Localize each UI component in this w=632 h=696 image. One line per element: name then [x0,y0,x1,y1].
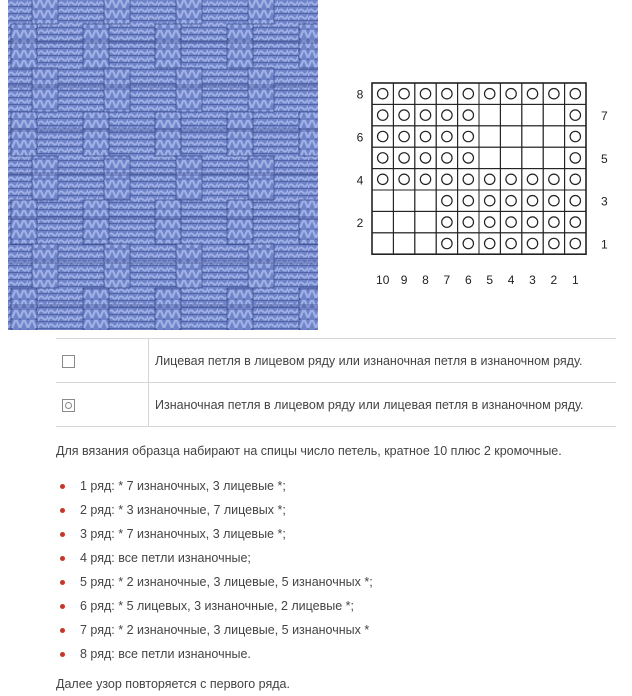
knitting-chart [340,80,632,295]
list-item: 7 ряд: * 2 изнаночные, 3 лицевые, 5 изнаночных * [56,618,373,642]
column-label: 2 [550,273,558,288]
column-label: 8 [422,273,429,288]
empty-square-icon [62,355,75,368]
row-label-right: 3 [601,194,608,209]
list-item: 2 ряд: * 3 изнаночные, 7 лицевых *; [56,498,373,522]
column-label: 9 [400,273,408,288]
legend-row-knit [56,339,616,383]
column-label: 4 [507,273,515,288]
column-label: 1 [571,273,579,288]
row-label-left: 2 [356,216,364,231]
row-label-right: 1 [601,237,608,252]
row-label-right: 7 [601,109,608,124]
row-label-right: 5 [601,151,608,166]
column-label: 10 [376,273,390,288]
row-label-left: 6 [356,130,364,145]
row-label-left: 8 [356,87,364,102]
column-label: 6 [464,273,472,288]
list-item: 3 ряд: * 7 изнаночных, 3 лицевые *; [56,522,373,546]
intro-text: Для вязания образца набирают на спицы число петель, кратное 10 плюс 2 кромочные. [56,444,562,458]
legend-knit-text: Лицевая петля в лицевом ряду или изнаночная петля в изнаночном ряду. [149,339,617,383]
legend-table [56,338,616,427]
outro-text: Далее узор повторяется с первого ряда. [56,677,290,691]
column-label: 3 [529,273,536,288]
knitted-sample-photo [8,0,318,330]
legend-purl-text: Изнаночная петля в лицевом ряду или лицевая петля в изнаночном ряду. [149,383,617,427]
legend-row-purl [56,383,616,427]
list-item: 6 ряд: * 5 лицевых, 3 изнаночные, 2 лицевые *; [56,594,373,618]
list-item: 4 ряд: все петли изнаночные; [56,546,373,570]
column-label: 7 [443,273,451,288]
list-item: 8 ряд: все петли изнаночные. [56,642,373,666]
list-item: 1 ряд: * 7 изнаночных, 3 лицевые *; [56,474,373,498]
row-instructions-list [56,474,373,666]
column-label: 5 [486,273,494,288]
row-label-left: 4 [356,173,364,188]
circle-square-icon [62,399,75,412]
list-item: 5 ряд: * 2 изнаночные, 3 лицевые, 5 изнаночных *; [56,570,373,594]
